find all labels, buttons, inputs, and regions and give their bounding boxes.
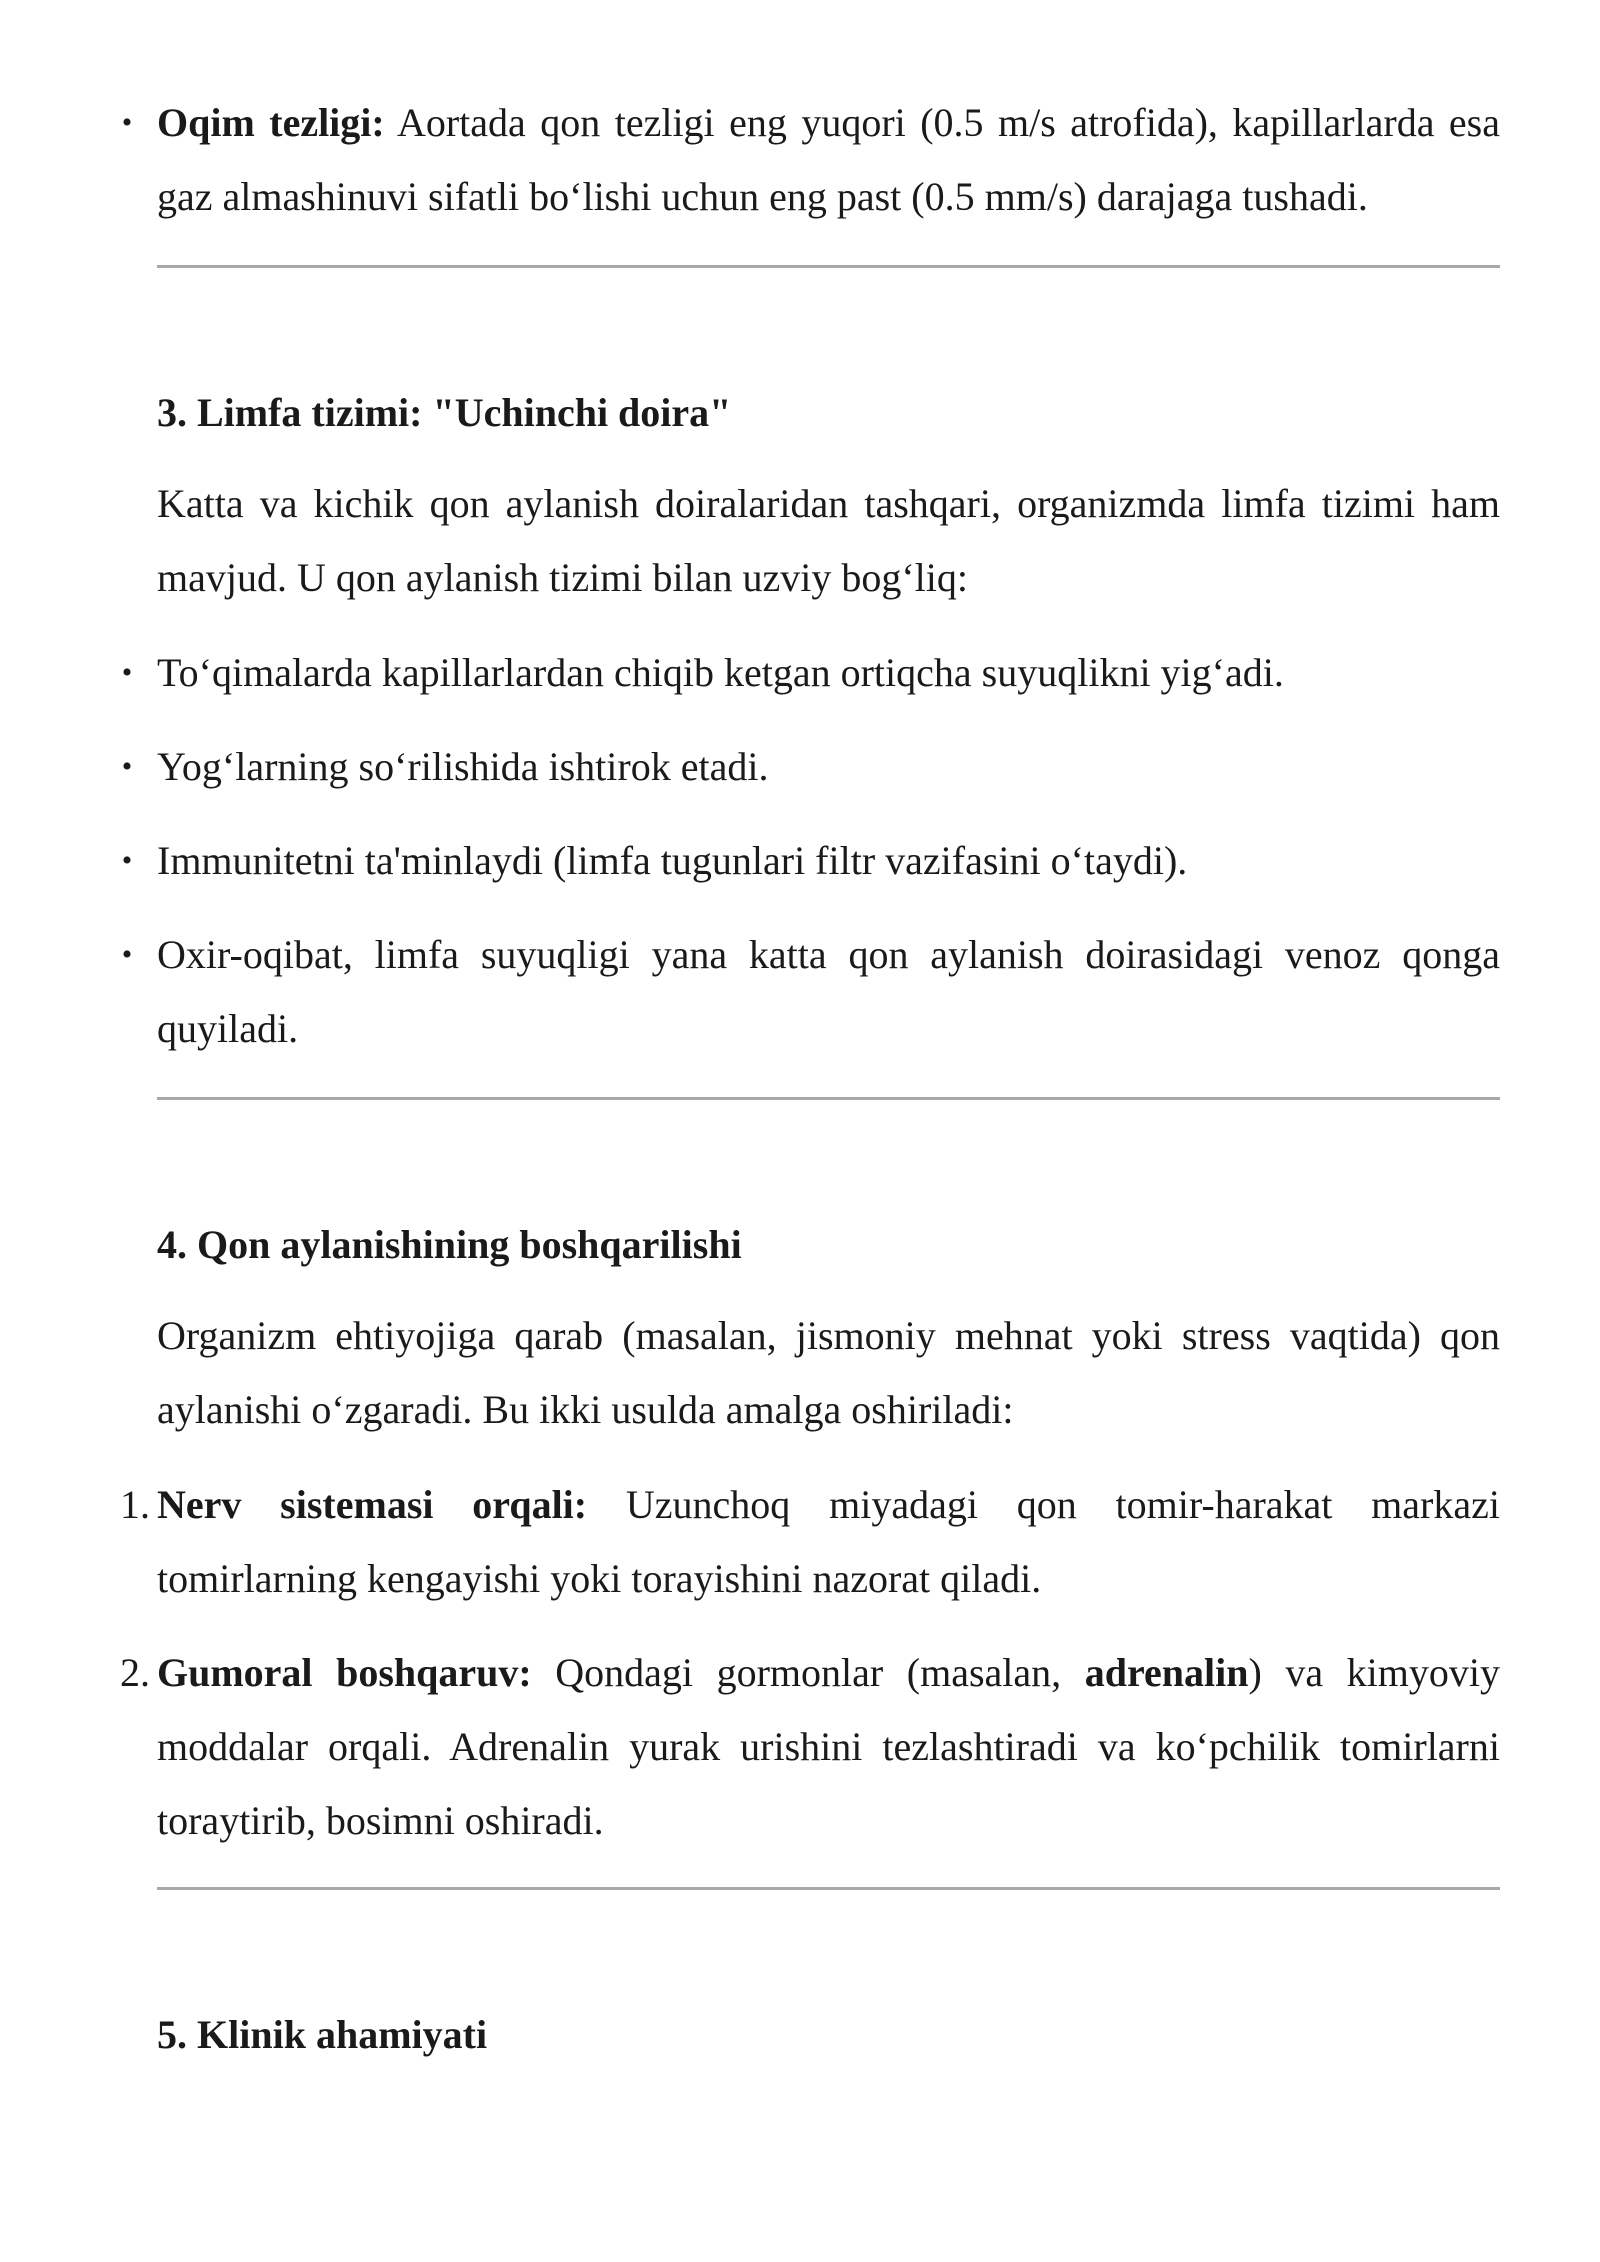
divider [157,1887,1500,1890]
flow-speed-item [0,86,1600,234]
bullet-marker: • [121,656,133,689]
section3-bullet-4 [0,918,1600,1066]
item-text: Uzunchoq miyadagi qon tomir-harakat markazi tomirlarning kengayishi yoki torayishini nazorat qiladi. [157,1482,1500,1601]
bullet-marker: • [121,844,133,877]
section3-bullet-3 [0,824,1600,898]
bullet-text: Oxir-oqibat, limfa suyuqligi yana katta qon aylanish doirasidagi venoz qonga quyiladi. [157,932,1500,1051]
divider [157,1097,1500,1100]
section-heading: 4. Qon aylanishining boshqarilishi [157,1222,742,1267]
list-item [120,1468,1500,1616]
list-item [120,1636,1500,1858]
bullet-text: Aortada qon tezligi eng yuqori (0.5 m/s atrofida), kapillarlarda esa gaz almashinuvi sifatli bo‘lishi uchun eng past (0.5 mm/s) darajaga tushadi. [157,100,1500,219]
item-text: ) va kimyoviy moddalar orqali. Adrenalin yurak urishini tezlashtiradi va ko‘pchilik tomirlarni toraytirib, bosimni oshiradi. [157,1650,1500,1843]
list-item [121,636,1500,710]
list-item [121,730,1500,804]
section-heading: 5. Klinik ahamiyati [157,2012,488,2057]
list-item [121,86,1500,234]
bullet-marker: • [121,106,133,139]
divider [157,265,1500,268]
bullet-text: Yog‘larning so‘rilishida ishtirok etadi. [157,744,769,789]
item-bold-term: adrenalin [1084,1650,1249,1695]
section4-item-1 [0,1468,1600,1616]
section-intro: Katta va kichik qon aylanish doiralaridan tashqari, organizmda limfa tizimi ham mavjud. U qon aylanish tizimi bilan uzviy bog‘liq: [157,481,1500,600]
list-item [121,824,1500,898]
section4-item-2 [0,1636,1600,1858]
section3-bullet-1 [0,636,1600,710]
item-bold-label: Gumoral boshqaruv: [157,1650,532,1695]
item-text: Qondagi gormonlar (masalan, [531,1650,1085,1695]
list-number: 1. [120,1482,150,1527]
section4-body [0,1299,1600,1447]
bullet-marker: • [121,938,133,971]
list-number: 2. [120,1650,150,1695]
item-bold-label: Nerv sistemasi orqali: [157,1482,588,1527]
list-item [121,918,1500,1066]
bullet-text: Immunitetni ta'minlaydi (limfa tugunlari filtr vazifasini o‘taydi). [157,838,1188,883]
bullet-marker: • [121,750,133,783]
bullet-text: To‘qimalarda kapillarlardan chiqib ketgan ortiqcha suyuqlikni yig‘adi. [157,650,1284,695]
section-heading: 3. Limfa tizimi: "Uchinchi doira" [157,390,732,435]
bullet-bold-label: Oqim tezligi: [157,100,385,145]
section3-body [0,467,1600,615]
section3-bullet-2 [0,730,1600,804]
section-intro: Organizm ehtiyojiga qarab (masalan, jismoniy mehnat yoki stress vaqtida) qon aylanishi o‘zgaradi. Bu ikki usulda amalga oshiriladi: [157,1313,1500,1432]
